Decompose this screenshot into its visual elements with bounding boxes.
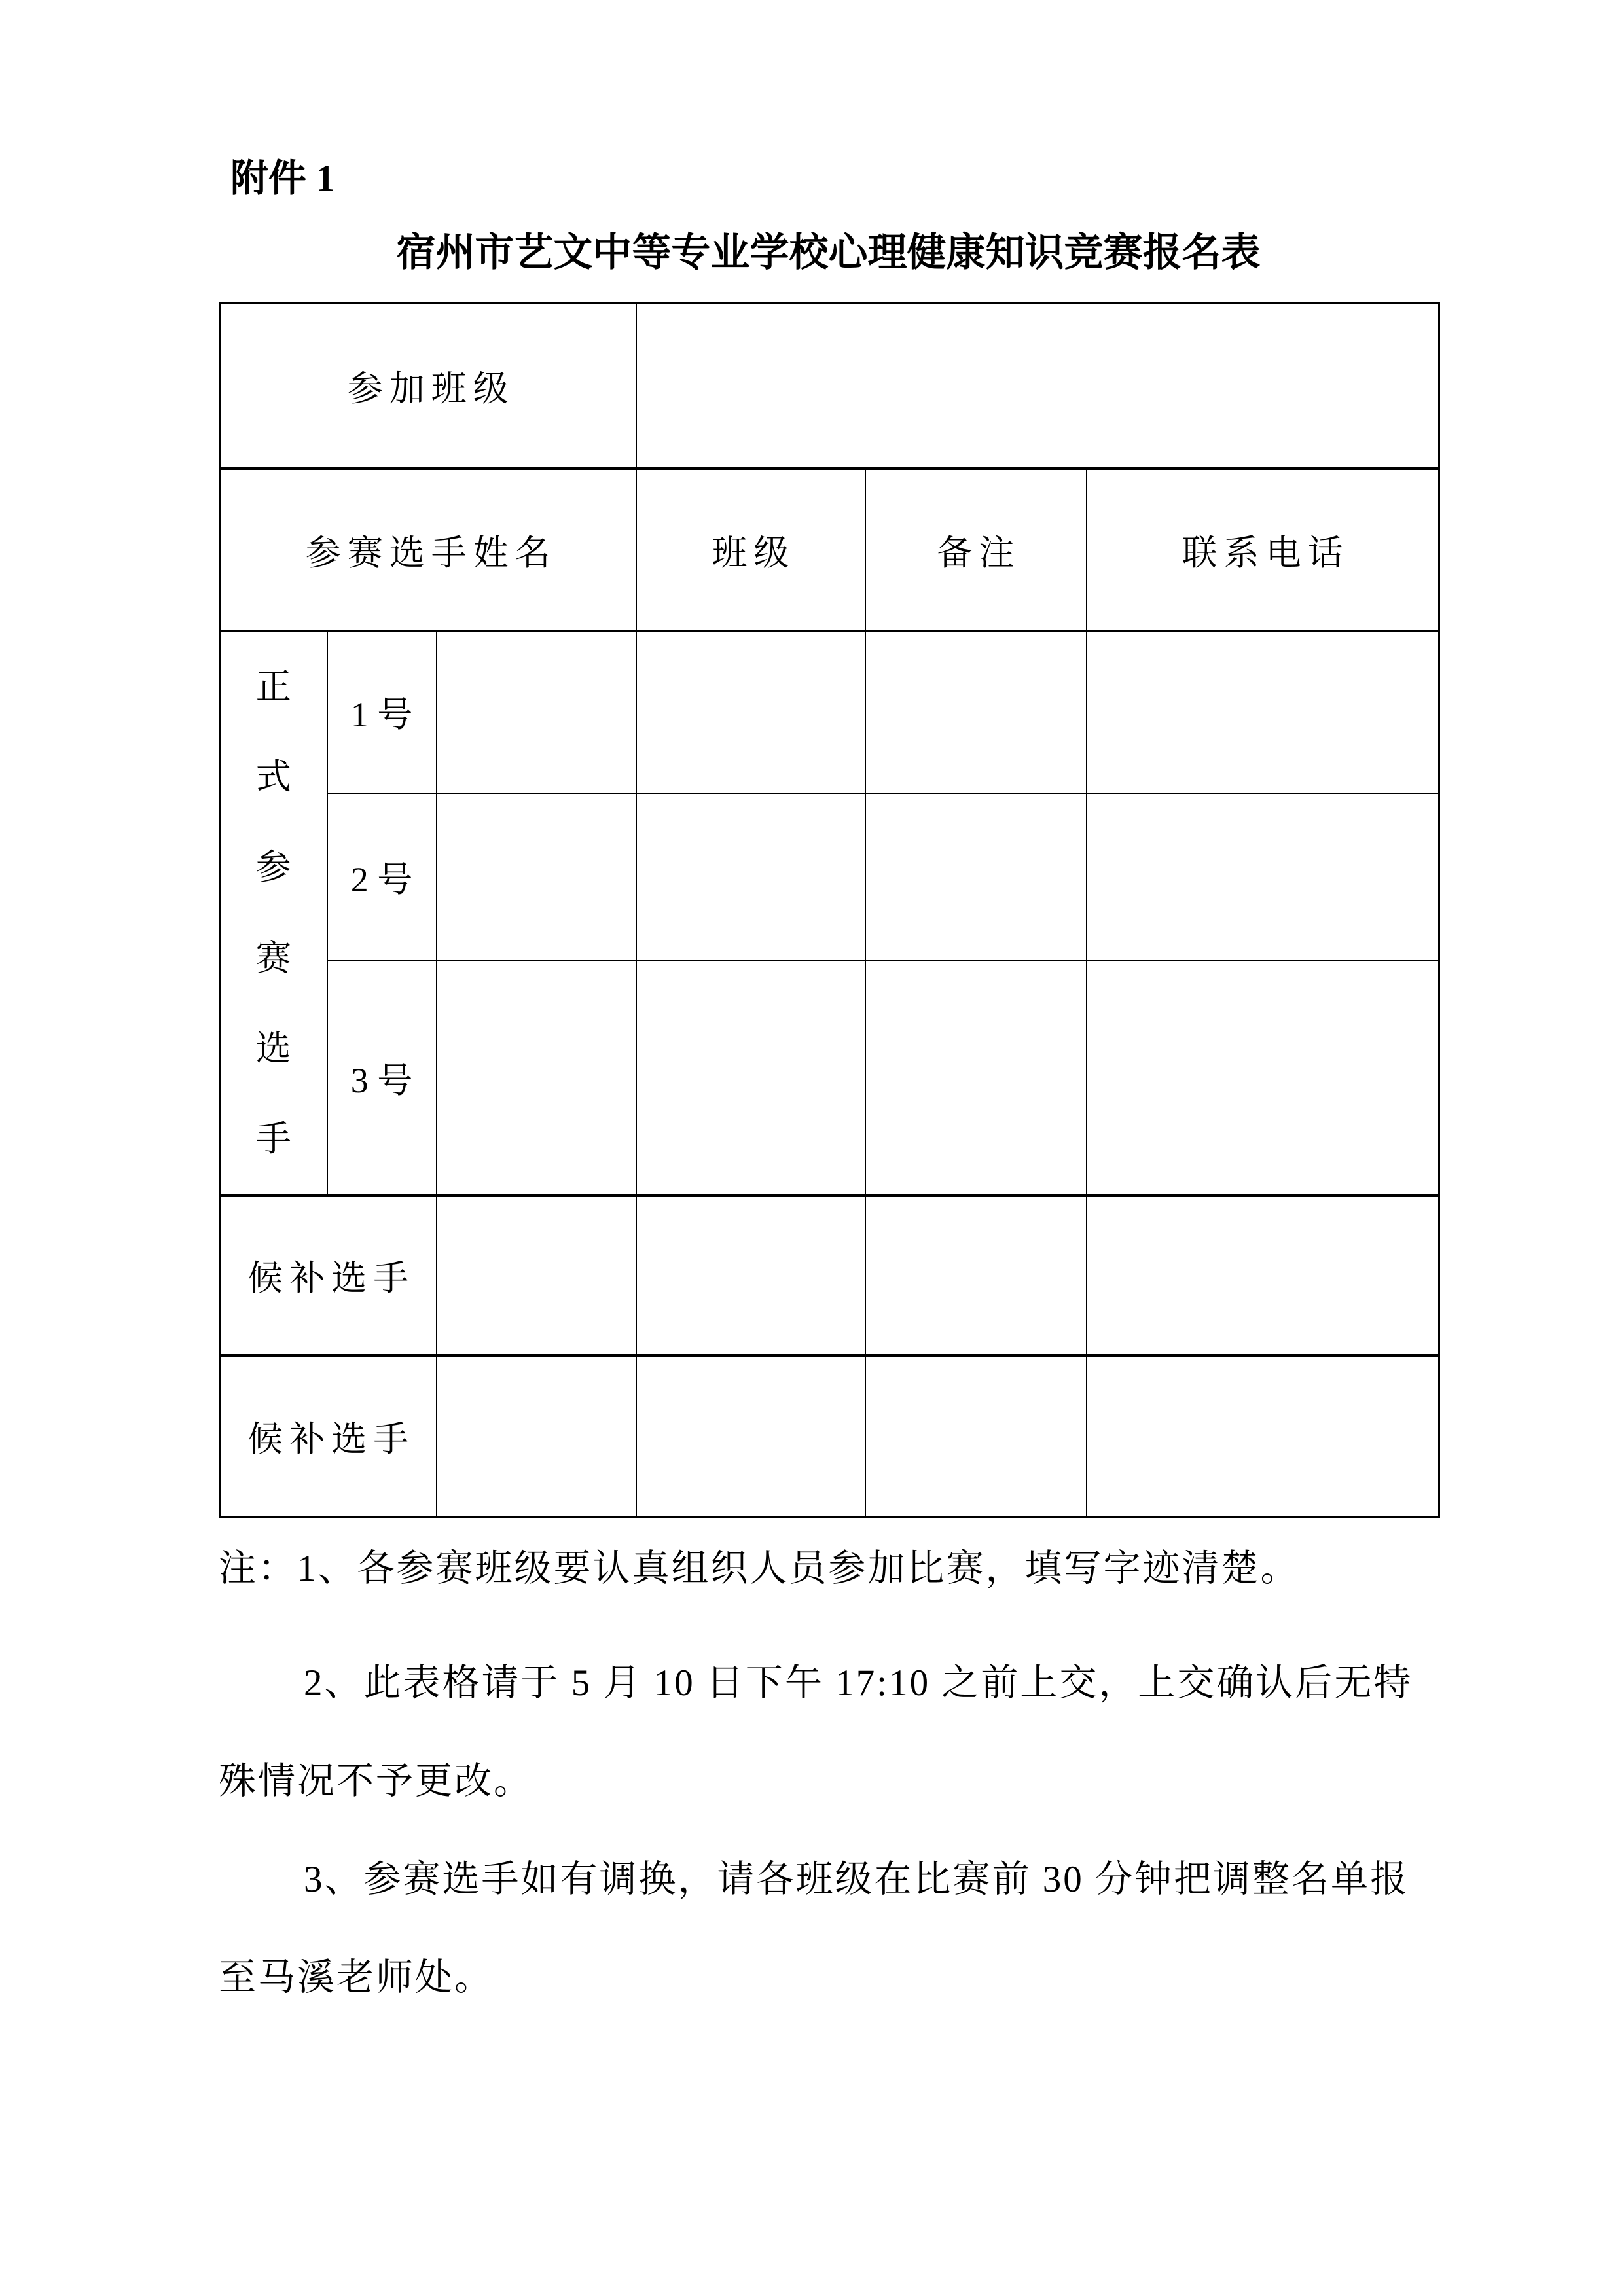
player-name-cell (437, 793, 636, 961)
player-phone-cell (1087, 1355, 1439, 1517)
player-phone-cell (1087, 793, 1439, 961)
player-class-cell (636, 961, 865, 1196)
note-line: 至马溪老师处。 (219, 1957, 494, 1998)
player-remark-cell (865, 793, 1087, 961)
official-player-row (220, 631, 1439, 793)
player-remark-cell (865, 961, 1087, 1196)
player-class-cell (636, 631, 865, 793)
player-phone-cell (1087, 961, 1439, 1196)
player-class-cell (636, 1196, 865, 1355)
participating-class-row (220, 304, 1439, 469)
substitute-label-cell: 候补选手 (220, 1196, 437, 1355)
player-class-cell (636, 1355, 865, 1517)
player-remark-cell (865, 1196, 1087, 1355)
phone-header: 联系电话 (1087, 469, 1439, 631)
player-name-cell (437, 961, 636, 1196)
notes-section (219, 1520, 1462, 2027)
class-header: 班级 (636, 469, 865, 631)
table-header-row (220, 469, 1439, 631)
note-line: 殊情况不予更改。 (219, 1761, 533, 1802)
official-group-label: 正 式 参 赛 选 手 (255, 667, 291, 1158)
player-name-cell (437, 1355, 636, 1517)
attachment-label: 附件 1 (230, 157, 335, 200)
player-name-cell (437, 1196, 636, 1355)
substitute-player-row (220, 1196, 1439, 1355)
player-remark-cell (865, 631, 1087, 793)
note-line: 3、参赛选手如有调换，请各班级在比赛前 30 分钟把调整名单报 (304, 1859, 1409, 1900)
document-title: 宿州市艺文中等专业学校心理健康知识竞赛报名表 (396, 231, 1261, 274)
note-line: 2、此表格请于 5 月 10 日下午 17:10 之前上交，上交确认后无特 (304, 1662, 1413, 1704)
player-number-cell: 1 号 (327, 631, 437, 793)
official-group-cell (220, 631, 327, 1196)
player-phone-cell (1087, 1196, 1439, 1355)
player-number-cell: 2 号 (327, 793, 437, 961)
player-number-cell: 3 号 (327, 961, 437, 1196)
participating-class-value-cell (636, 304, 1439, 469)
player-remark-cell (865, 1355, 1087, 1517)
contestant-name-header: 参赛选手姓名 (220, 469, 636, 631)
player-phone-cell (1087, 631, 1439, 793)
registration-table (219, 302, 1440, 1518)
official-player-row (220, 793, 1439, 961)
substitute-player-row (220, 1355, 1439, 1517)
player-name-cell (437, 631, 636, 793)
official-player-row (220, 961, 1439, 1196)
substitute-label-cell: 候补选手 (220, 1355, 437, 1517)
player-class-cell (636, 793, 865, 961)
remark-header: 备注 (865, 469, 1087, 631)
note-line: 注：1、各参赛班级要认真组织人员参加比赛，填写字迹清楚。 (219, 1548, 1300, 1589)
participating-class-label: 参加班级 (220, 304, 636, 469)
